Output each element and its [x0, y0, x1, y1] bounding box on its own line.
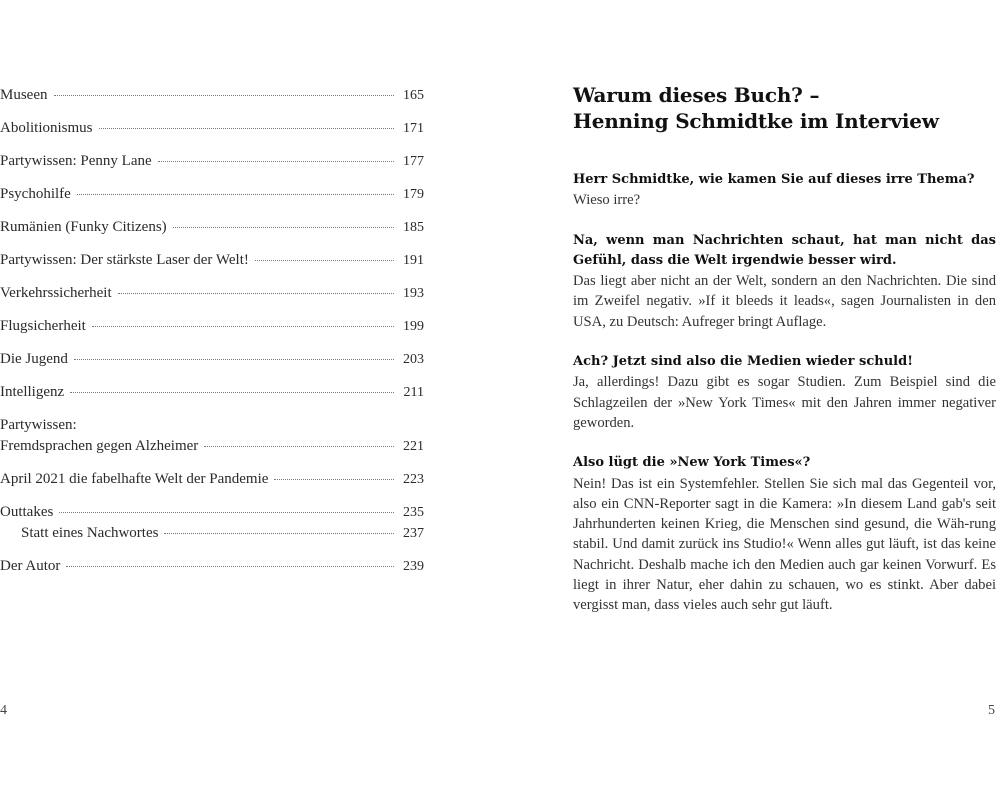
toc-dot-leader [158, 160, 394, 162]
toc-dot-leader [204, 445, 394, 447]
toc-entry-with-subentry [0, 502, 424, 544]
toc-entry-title: Museen [0, 87, 48, 103]
toc-entry-title: Psychohilfe [0, 186, 71, 202]
toc-entry-title: Rumänien (Funky Citizens) [0, 219, 167, 235]
toc-entry-page: 199 [403, 319, 424, 334]
chapter-heading [573, 82, 996, 134]
interview-section [573, 82, 996, 636]
toc-dot-leader [99, 127, 394, 129]
page-number-right: 5 [988, 703, 995, 718]
toc-entry-title: Die Jugend [0, 351, 68, 367]
toc-dot-leader [255, 259, 394, 261]
toc-entry-page: 237 [403, 526, 424, 541]
toc-dot-leader [164, 532, 394, 534]
table-of-contents [0, 85, 424, 589]
qa-block [573, 453, 996, 615]
toc-entry-page: 203 [403, 352, 424, 367]
toc-entry [0, 382, 424, 403]
toc-entry-title: Partywissen: Penny Lane [0, 153, 152, 169]
toc-dot-leader [59, 511, 394, 513]
toc-entry [0, 556, 424, 577]
toc-entry-page: 239 [403, 559, 424, 574]
toc-entry-title: Der Autor [0, 558, 61, 574]
interview-answer: Nein! Das ist ein Systemfehler. Stellen Sie sich mal das Gegenteil vor, also ein CNN-Reporter sagt in die Kamera: »In diesem Land gab's seit Jahrhunderten keinen Krieg, die Menschen sind gesund, die Wäh-rung stabil. Und damit zurück ins Studio!« Wenn alles gut läuft, ist das keine Nachricht. Deshalb mache ich den Medien auch gar keinen Vorwurf. Es liegt in ihrer Natur, eher dahin zu schauen, wo es stinkt. Aber dabei vergisst man, dass vieles auch sehr gut läuft. [573, 475, 996, 614]
toc-dot-leader [118, 292, 394, 294]
toc-dot-leader [66, 565, 394, 567]
toc-entry-title: Intelligenz [0, 384, 65, 400]
toc-entry-page: 235 [403, 505, 424, 520]
toc-entry-page: 193 [403, 286, 424, 301]
toc-entry-page: 191 [403, 253, 424, 268]
interview-question: Na, wenn man Nachrichten schaut, hat man nicht das Gefühl, dass die Welt irgendwie besser wird. [573, 232, 996, 268]
interview-answer: Wieso irre? [573, 192, 641, 209]
toc-entry-title: Statt eines Nachwortes [21, 525, 159, 541]
toc-dot-leader [92, 325, 394, 327]
toc-dot-leader [70, 391, 394, 393]
toc-entry-page: 177 [403, 154, 424, 169]
toc-entry-multiline [0, 415, 424, 457]
page-number-left: 4 [0, 703, 7, 718]
toc-entry [0, 502, 424, 523]
interview-question: Ach? Jetzt sind also die Medien wieder schuld! [573, 354, 913, 370]
toc-entry-page: 185 [403, 220, 424, 235]
interview-answer: Das liegt aber nicht an der Welt, sondern an den Nachrichten. Die sind im Zweifel negativ. »If it bleeds it leads«, sagen Journalisten in den USA, zu Deutsch: Aufreger bringt Auflage. [573, 273, 996, 330]
toc-entry-title: Abolitionismus [0, 120, 93, 136]
toc-entry-title-line1: Partywissen: [0, 417, 77, 433]
toc-entry [0, 349, 424, 370]
toc-entry-title: Outtakes [0, 504, 54, 520]
interview-question: Herr Schmidtke, wie kamen Sie auf dieses irre Thema? [573, 172, 975, 187]
toc-entry-page: 165 [403, 88, 424, 103]
toc-entry-page: 179 [403, 187, 424, 202]
toc-entry-page: 171 [403, 121, 424, 136]
toc-entry [0, 151, 424, 172]
toc-entry-title: Flugsicherheit [0, 318, 86, 334]
toc-entry-title: Verkehrssicherheit [0, 285, 112, 301]
toc-entry-page: 211 [403, 385, 424, 400]
toc-entry-title: Fremdsprachen gegen Alzheimer [0, 438, 199, 454]
toc-entry-title: April 2021 die fabelhafte Welt der Pandemie [0, 471, 269, 487]
toc-entry [0, 283, 424, 304]
toc-dot-leader [74, 358, 394, 360]
interview-answer: Ja, allerdings! Dazu gibt es sogar Studien. Zum Beispiel sind die Schlagzeilen der »New York Times« mit den Jahren immer negativer geworden. [573, 374, 996, 431]
qa-block [573, 231, 996, 332]
toc-entry-page: 223 [403, 472, 424, 487]
toc-entry [0, 250, 424, 271]
toc-entry-title: Partywissen: Der stärkste Laser der Welt! [0, 252, 249, 268]
toc-dot-leader [77, 193, 394, 195]
toc-entry [0, 85, 424, 106]
heading-line-2: Henning Schmidtke im Interview [573, 109, 939, 133]
toc-dot-leader [173, 226, 394, 228]
heading-line-1: Warum dieses Buch? – [573, 83, 820, 107]
toc-subentry [0, 523, 424, 544]
toc-entry [0, 217, 424, 238]
toc-entry [0, 436, 424, 457]
toc-entry [0, 469, 424, 490]
toc-dot-leader [274, 478, 394, 480]
qa-block [573, 170, 996, 211]
toc-dot-leader [54, 94, 395, 96]
toc-entry [0, 118, 424, 139]
toc-entry [0, 184, 424, 205]
interview-question: Also lügt die »New York Times«? [573, 455, 811, 471]
toc-entry [0, 316, 424, 337]
toc-entry-page: 221 [403, 439, 424, 454]
qa-block [573, 352, 996, 433]
